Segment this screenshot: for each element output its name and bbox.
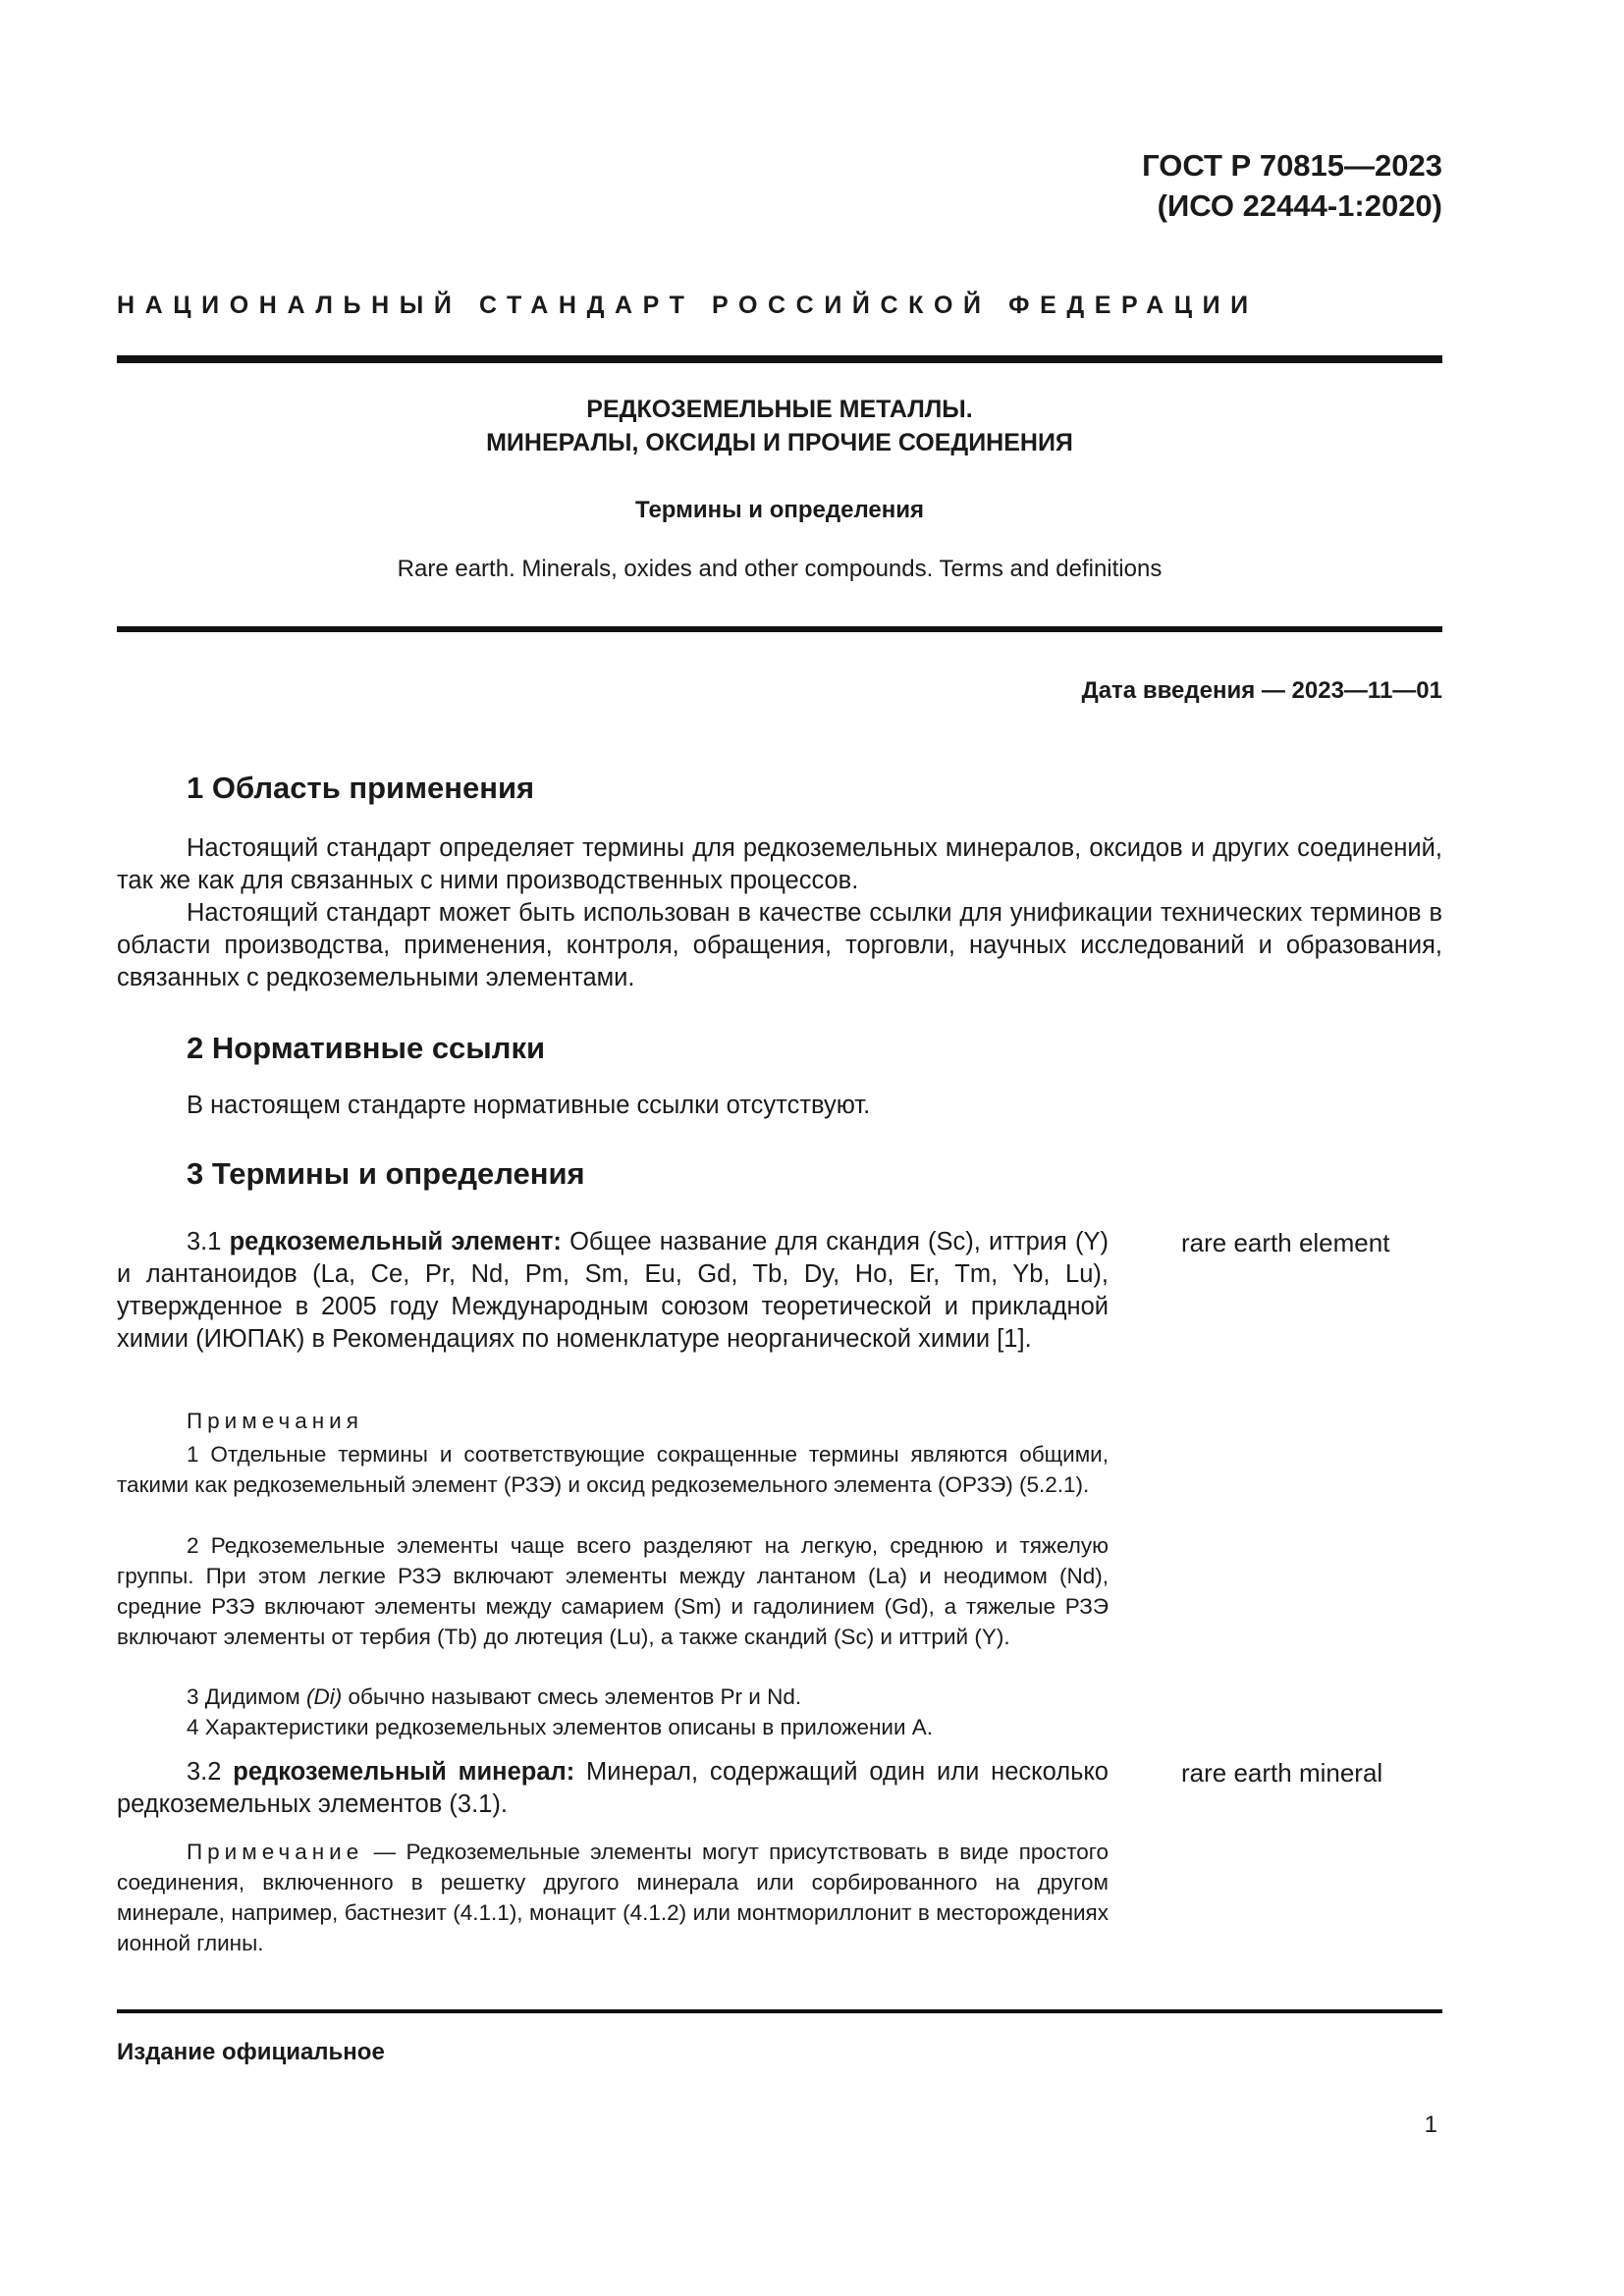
term-3-2-name: редкоземельный минерал: xyxy=(233,1758,575,1786)
term-3-1-name: редкоземельный элемент: xyxy=(229,1228,562,1255)
iso-number: (ИСО 22444-1:2020) xyxy=(1157,188,1442,223)
note-2: 2 Редкоземельные элементы чаще всего разделяют на легкую, среднюю и тяжелую группы. При этом легкие РЗЭ включают элементы между лантаном (La) и неодимом (Nd), средние РЗЭ включают элементы между самарием (Sm) и гадолинием (Gd), а тяжелые РЗЭ включают элементы от тербия (Tb) до лютеция (Lu), а также скандий (Sc) и иттрий (Y). xyxy=(117,1533,1109,1649)
note-4: 4 Характеристики редкоземельных элементов описаны в приложении А. xyxy=(187,1715,934,1739)
term-3-2 xyxy=(117,1756,1109,1821)
term-3-1-english: rare earth element xyxy=(1181,1228,1390,1257)
term-3-2-number: 3.2 xyxy=(187,1758,222,1786)
term-3-1 xyxy=(117,1226,1109,1356)
document-title-line-2: МИНЕРАЛЫ, ОКСИДЫ И ПРОЧИЕ СОЕДИНЕНИЯ xyxy=(486,429,1073,456)
term-3-1-number: 3.1 xyxy=(187,1228,222,1255)
official-edition-label: Издание официальное xyxy=(117,2039,385,2065)
term-3-2-note xyxy=(117,1837,1109,1958)
term-3-2-definition: Минерал, содержащий один или несколько редкоземельных элементов (3.1). xyxy=(117,1758,1109,1818)
section-2-paragraph: В настоящем стандарте нормативные ссылки отсутствуют. xyxy=(187,1092,871,1119)
section-1-heading: 1 Область применения xyxy=(187,771,535,805)
term-3-1-definition: Общее название для скандия (Sc), иттрия (Y) и лантаноидов (La, Ce, Pr, Nd, Pm, Sm, Eu, Gd, Tb, Dy, Ho, Er, Tm, Yb, Lu), утвержденное в 2005 году Международным союзом теоретической и прикладной химии (ИЮПАК) в Рекомендациях по номенклатуре неорганической химии [1]. xyxy=(117,1228,1109,1353)
footer-divider xyxy=(117,2009,1442,2013)
header-divider xyxy=(117,355,1442,363)
national-standard-banner: НАЦИОНАЛЬНЫЙ СТАНДАРТ РОССИЙСКОЙ ФЕДЕРАЦИИ xyxy=(117,292,1259,319)
note-3 xyxy=(117,1682,1109,1712)
section-2-heading: 2 Нормативные ссылки xyxy=(187,1031,546,1065)
note-1: 1 Отдельные термины и соответствующие сокращенные термины являются общими, такими как редкоземельный элемент (РЗЭ) и оксид редкоземельного элемента (ОРЗЭ) (5.2.1). xyxy=(117,1442,1109,1497)
document-title-line-1: РЕДКОЗЕМЕЛЬНЫЕ МЕТАЛЛЫ. xyxy=(586,396,973,423)
term-3-2-note-text: — Редкоземельные элементы могут присутствовать в виде простого соединения, включенного в решетку другого минерала или сорбированного на другом минерале, например, бастнезит (4.1.1), монацит (4.1.2) или монтмориллонит в месторождениях ионной глины. xyxy=(117,1840,1109,1955)
note-3-suffix: обычно называют смесь элементов Pr и Nd. xyxy=(342,1684,802,1709)
title-divider xyxy=(117,626,1442,632)
note-3-prefix: 3 Дидимом xyxy=(187,1684,306,1709)
section-1-paragraph-2: Настоящий стандарт может быть использован в качестве ссылки для унификации технических терминов в области производства, применения, контроля, обращения, торговли, научных исследований и образования, связанных с редкоземельными элементами. xyxy=(117,899,1442,991)
gost-number: ГОСТ Р 70815—2023 xyxy=(1142,148,1442,183)
term-3-2-english: rare earth mineral xyxy=(1181,1758,1383,1788)
note-3-italic: (Di) xyxy=(305,1684,343,1709)
page-number: 1 xyxy=(1424,2111,1437,2138)
section-3-heading: 3 Термины и определения xyxy=(187,1156,585,1191)
english-title: Rare earth. Minerals, oxides and other compounds. Terms and definitions xyxy=(397,556,1163,582)
effective-date: Дата введения — 2023—11—01 xyxy=(1081,677,1442,704)
section-1-paragraph-1: Настоящий стандарт определяет термины для редкоземельных минералов, оксидов и других соединений, так же как для связанных с ними производственных процессов. xyxy=(117,834,1442,894)
term-3-2-note-label: Примечание xyxy=(187,1840,364,1864)
notes-heading: Примечания xyxy=(187,1409,363,1433)
document-subtitle: Термины и определения xyxy=(634,497,925,523)
